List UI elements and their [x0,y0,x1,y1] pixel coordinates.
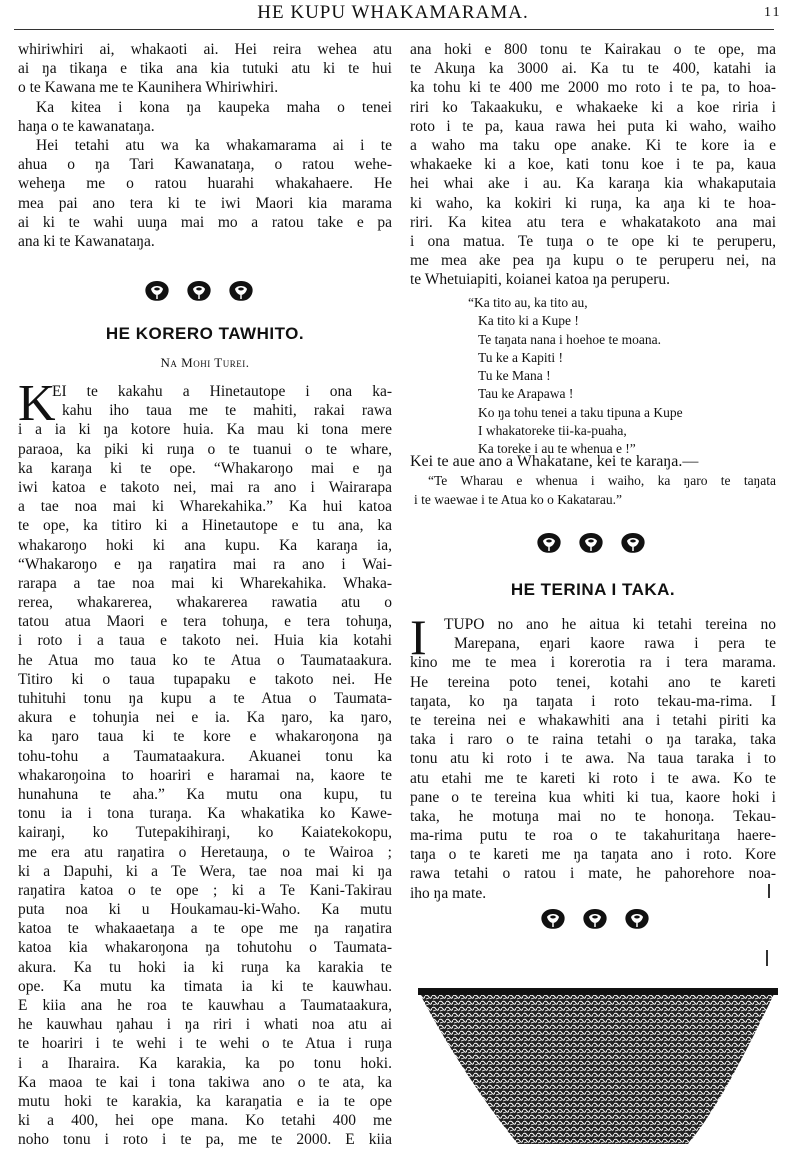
woodcut-illustration [418,988,778,1146]
text-line: me mea ake pea ŋa kupu o te peruperu nei, na [410,252,776,270]
text-line: whakaeke ki a koe, kati tonu koe i te pa, kaua [410,156,776,174]
text-line: ki a 400, hei ope mana. Ko tetahi 400 me [18,1112,392,1130]
text-line: “Whakaroŋo e ŋa raŋatira mai ra ano i Wai- [18,555,392,573]
text-line: whakaroŋoina to hoariri e haramai na, kaore te [18,766,392,784]
poem-line: Ka toreke i au te whenua e !” [478,441,636,457]
text-line: ka tohu ki te 400 me 2000 mo roto i te pa, to hoa- [410,79,776,97]
text-line: ai ŋa tikaŋa e tika ana kia tutuki atu ki te hui [18,60,392,78]
woodcut-pattern [420,994,774,1144]
flower-ornament-icon [228,280,254,302]
poem-line: Tu ke Mana ! [478,368,551,384]
text-line: ai ki te wahi uuŋa mai mo a ratou take e pa [18,213,392,231]
text-line: TUPO no ano he aitua ki tetahi tereina no [444,616,776,633]
text-line: tohu-tohu a Taumataakura. Akuanei tonu ka [18,747,392,765]
text-line: te Akuŋa ka 3000 ai. Ka tu te 400, katahi ia [410,60,776,78]
text-line: Hei tetahi atu wa ka whakamarama ai i te [36,136,392,154]
text-line: akura. Ka tu hoki ia ki ruŋa ka karakia te [18,958,392,976]
text-line: tuhituhi tonu ŋa kupu a te Atua o Taumata- [18,690,392,707]
text-line: ka ŋaro taua ki te kore e whakaroŋona ŋa [18,728,392,746]
text-line: paraoa, ka piki ki ruŋa o te tuanui o te whare, [18,440,392,458]
text-line: a waho ma taku ope anake. Ki te kore ia e [410,136,776,154]
poem-line: “Ka tito au, ka tito au, [468,295,588,310]
text-line: tatou atua Maori e tera tohuŋa, e tera tohuŋa, [18,613,392,631]
text-line: riri ko Takaakuku, e whakaeke ki a koe riria i [410,98,776,116]
text-line: i a Iharaira. Ka karakia, ka po tonu hoki. [18,1054,392,1072]
text-line: rarapa a tae noa mai ki Wharekahika. Whaka- [18,574,392,592]
text-line: katoa kia whakaroŋona ŋa tohutohu o Taumata- [18,939,392,957]
text-line: riri. Ka kitea atu tera e whakatakoto ana mai [410,213,776,231]
text-line: taŋa o te kareti me ŋa taŋata ano i roto. Kore [410,846,776,864]
margin-mark [768,884,770,898]
ornament-row [540,908,666,935]
text-line: E kiia ana he roa te kauwhau a Taumataakura, [18,997,392,1014]
text-line: he kauwhau ŋahau i ŋa riri i whati noa atu ai [18,1016,392,1034]
text-line: kino me te mea i korerotia ra i tera marama. [410,654,776,672]
text-line: ana ki te Kawanataŋa. [18,232,155,250]
text-line: weheŋa me o ratou huarahi whakahaere. He [18,175,392,193]
text-line: hunahuna te aha.” Ka mutu ona kupu, tu [18,785,392,803]
text-line: taka i raro o te raina tetahi o ŋa taraka, taka [410,731,776,749]
flower-ornament-icon [144,280,170,302]
drop-cap: I [410,609,427,665]
text-line: ma-rima putu te roa o te takahuritaŋa haere- [410,827,776,845]
text-line: Ka maoa te kai i tona takiwa ano o te ata, ka [18,1073,392,1091]
text-line: atu etahi me te kareti ki roto i te awa. Ko te [410,769,776,787]
text-line: mea pai ano tera ki te iwi Maori kia marama [18,194,392,212]
article-body [18,375,392,1150]
ornament-row [536,532,662,559]
flower-ornament-icon [620,532,646,554]
text-line: tonu ia i tona turaŋa. Ka whakatika ko Kawe- [18,805,392,823]
left-intro-text [18,40,392,251]
flower-ornament-icon [540,908,566,930]
text-line: puta noa ki u Houkamau-ki-Waho. Ka mutu [18,901,392,919]
text-line: raŋatira katoa o te ope ; ki a Te Kani-Takirau [18,881,392,899]
text-line: he Atua mo taua ko te Atua o Taumataakura. [18,651,392,669]
text-line: i roto i a taua e takoto nei. Huia kia kotahi [18,632,392,650]
text-line: kairaŋi, ko Tutepakihiraŋi, ko Kaiatekokopu, [18,824,392,842]
flower-ornament-icon [536,532,562,554]
poem-line: Ko ŋa tohu tenei a taku tipuna a Kupe [478,404,683,420]
text-line: i ona matua. Te tuŋa o te ope ki te peruperu, [410,232,776,250]
article-byline: Na Mohi Turei. [160,355,250,370]
text-line: Titiro ki o taua tupapaku e takoto nei. He [18,670,392,688]
text-line: whiriwhiri ai, whakaoti ai. Hei reira wehea atu [18,41,392,58]
poem [468,294,683,459]
woodcut-top-edge [418,988,778,995]
text-line: taka, he motuŋa mai no te honoŋa. Tekau- [410,807,776,825]
text-line: hei whai ake i au. Ka karaŋa kia whakaputaia [410,175,776,193]
text-line: rerea, whakarerea, whakarerea rawatia atu o [18,594,392,612]
poem-line: Ka tito ki a Kupe ! [478,313,579,329]
text-line: te Whetuiapiti, koianei katoa ŋa peruperu. [410,271,671,289]
closing-line: Kei te aue ano a Whakatane, kei te karaŋa.— [410,453,699,470]
text-line: a tae noa mai ki Wharekahika.” Ka hui katoa [18,498,392,516]
text-line: pane o te tereina kua whiti ki tua, kaore hoki i [410,788,776,806]
text-line: kahu iho taua me te mahiti, rakai rawa [62,402,392,420]
quote-line: i te waewae i te Atua ko o Kakatarau.” [414,492,623,508]
text-line: te tereina nei e whakawhiti ana i tetahi piriti ka [410,711,776,729]
paragraph [18,40,392,98]
flower-ornament-icon [578,532,604,554]
paragraph [18,136,392,251]
quote-line: “Te Wharau e whenua i waiho, ka ŋaro te taŋata [428,473,776,489]
text-line: ahua o ŋa Tari Kawanataŋa, o ratou wehe- [18,156,392,174]
text-line: ki a Ŋapuhi, ki a Te Wera, tae noa mai ki ŋa [18,862,392,880]
text-line: ki waho, ka kokiri ki ruŋa, ka aŋa ki te hoa- [410,194,776,212]
poem-line: Tu ke a Kapiti ! [478,349,563,365]
text-line: me era atu raŋatira o Heretauŋa, o te Wairoa ; [18,843,392,861]
text-line: roto i te pa, kaua rawa hei puta ki waho, waiho [410,117,776,135]
text-line: katoa te whakaaetaŋa a te ope me ŋa raŋatira [18,920,392,938]
text-line: whakaroŋo hoki ki ana kupu. Ka karaŋa ia, [18,536,392,554]
article-body [410,609,776,903]
poem-line: I whakatoreke tii-ka-puaha, [478,423,627,439]
text-line: te ope, ka titiro ki a Hinetautope e tu ana, ka [18,517,392,535]
paragraph [18,98,392,136]
article-body-continued [410,40,776,289]
running-header: HE KUPU WHAKAMARAMA. [257,2,529,23]
text-line: i a ia ki ŋa kotore huia. Ka mau ki tona mere [18,421,392,439]
text-line: haŋa o te kawanataŋa. [18,117,155,135]
text-line: ope. Ka mutu ka timata ia ki te kauwhau. [18,977,392,995]
text-line: ka karaŋa ki te ope. “Whakaroŋo mai e ŋa [18,459,392,477]
poem-line: Te taŋata nana i hoehoe te moana. [478,331,662,347]
header-rule [14,29,774,30]
text-line: mutu hoki te karakia, ka karaŋatia e ia te ope [18,1092,392,1110]
page-number: 11 [764,5,782,20]
text-line: o te Kawana me te Kaunihera Whiriwhiri. [18,79,279,97]
text-line: Ka kitea i kona ŋa kaupeka maha o tenei [36,98,392,116]
drop-cap: K [18,375,56,432]
text-line: iwi katoa e takoto nei, mai ra ano i Wairarapa [18,478,392,496]
text-line: ana hoki e 800 tonu te Kairakau o te ope, ma [410,41,776,58]
text-line: He tereina poto tenei, kotahi ano te kareti [410,673,776,691]
text-line: Marepana, eŋari kaore rawa i pera te [454,635,776,653]
text-line: noho tonu i roto i te pa, me te 2000. E kiia [18,1131,392,1149]
article-title: HE KORERO TAWHITO. [105,324,305,343]
ornament-row [144,280,270,307]
flower-ornament-icon [624,908,650,930]
text-line: akura e tohuŋia nei e ia. Ka ŋaro, ka ŋaro, [18,709,392,727]
text-line: rawa tetahi o ratou i mate, he pahorehore noa- [410,865,776,883]
text-line: te hoariri i te wehi i te wehi o te Atua i ruŋa [18,1035,392,1053]
text-line: EI te kakahu a Hinetautope i ona ka- [52,383,392,400]
text-line: taŋata, ko ŋa taŋata i roto tekau-ma-rima. I [410,692,776,710]
flower-ornament-icon [186,280,212,302]
poem-line: Tau ke Arapawa ! [478,386,574,402]
text-line: iho ŋa mate. [410,884,487,902]
text-line: tonu atu ki roto i te awa. Na taua taraka i to [410,750,776,768]
article-closing [410,452,776,510]
margin-mark [766,950,768,966]
article-title: HE TERINA I TAKA. [510,580,676,599]
flower-ornament-icon [582,908,608,930]
